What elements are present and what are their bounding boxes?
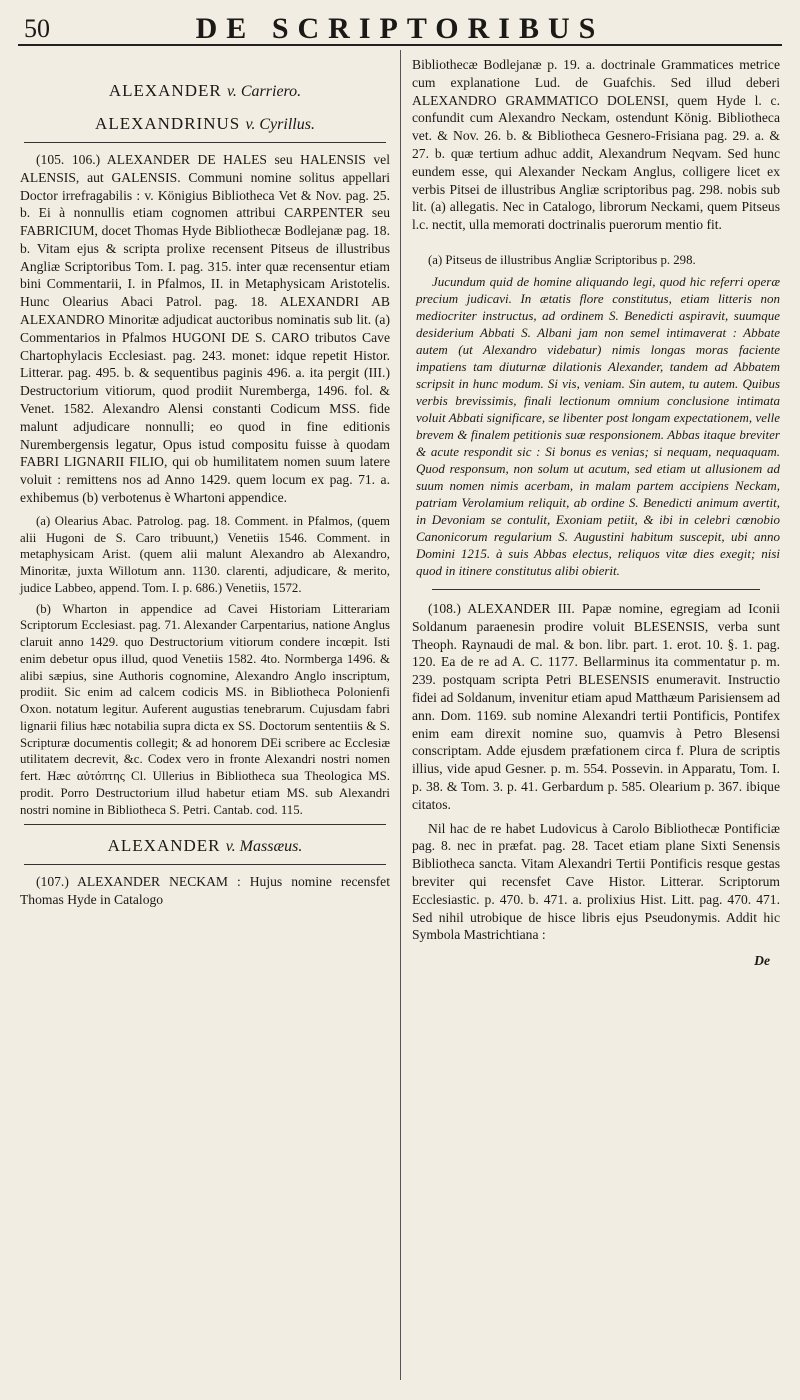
right-column	[412, 56, 780, 970]
section-rule	[432, 589, 760, 590]
column-divider	[400, 50, 401, 1380]
header-rule	[18, 44, 782, 46]
heading-crossref: v. Massæus.	[225, 838, 303, 856]
entry-108: (108.) ALEXANDER III. Papæ nomine, egregiam ad Iconii Soldanum paraenesin prodire voluit BLESENSIS, verba sunt Theoph. Raynaudi de mal. & bon. libr. part. 1. erot. 10. §. 1. pag. 120. Ea de re ad A. C. 1177. Bellarminus ita commentatur p. m. 239. postquam scripta Petri BLESENSIS enumeravit. Instructio fidei ad Soldanum, invenitur etiam apud Matthæum Parisiensem ad ann. Dom. 1169. sub nomine Alexandri tertii Pontificis, Pontifex enim eam direxit nomine suo, quamvis à Petro Blesensi conscriptam. Adde ejusdem præfationem circa f. Plura de scriptis illius, vide apud Gesner. p. m. 554. Possevin. in Apparatu, Tom. I. p. 38. & Tom. 3. p. 41. Gerbardum p. 585. Olearium p. 367. ibique citatos.	[412, 601, 780, 812]
heading-name: ALEXANDER	[108, 81, 222, 100]
entry-107: (107.) ALEXANDER NECKAM : Hujus nomine recensfet Thomas Hyde in Catalogo	[20, 874, 390, 908]
entry-heading	[20, 835, 390, 858]
left-column	[20, 56, 390, 915]
heading-name: ALEXANDER	[107, 836, 221, 856]
heading-crossref: v. Cyrillus.	[245, 115, 315, 133]
running-title: DE SCRIPTORIBUS	[195, 12, 605, 45]
section-rule	[24, 864, 386, 865]
entry-105-106: (105. 106.) ALEXANDER DE HALES seu HALENSIS vel ALENSIS, aut GALENSIS. Communi nomine solitus appellari Doctor irrefragabilis : v. Königius Bibliotheca Vet & Nov. pag. 25. b. Ei à nonnullis etiam cognomen attribui CARPENTER seu FABRICIUM, docet Thomas Hyde Bibliothecæ Bodlejanæ pag. 18. b. Vitam ejus & scripta prolixe recensent Pitseus de illustribus Angliæ Scriptoribus Tom. I. pag. 315. inter quæ recensentur etiam bini Commentarii, I. in Pfalmos, II. in Metaphysicam Aristotelis. Hunc Olearius Abaci Patrol. pag. 18. ALEXANDRI AB ALEXANDRO Minoritæ adjudicat auctoribus nominatis sub lit. (a) Commentarios in Pfalmos HUGONI DE S. CARO tributos Cave Chartophylacis Ecclesiast. pag. 243. monet: idque repetit Histor. Litterar. pag. 495. b. & sequentibus paginis 496. a. ita pergit (III.) Destructorium vitiorum, quod prodiit Nuremberga, 1496. fol. & Venet. 1582. Alexandro Alensi constanti Codicum MSS. fide malunt adjudicare nonnulli; eo quod in fine editionis Nurembergensis legatur, Opus istud compositu fuisse à quodam FABRI LIGNARII FILIO, qui ob humilitatem nomen suum latere voluit : remittens nos ad Anno 1429. quem locum ex pag. 71. a. exhibemus (b) verbotenus è Whartoni appendice.	[20, 151, 390, 506]
page-header	[18, 10, 782, 46]
page-number: 50	[24, 14, 50, 43]
footnote-b: (b) Wharton in appendice ad Cavei Historiam Litterariam Scriptorum Ecclesiast. pag. 71. Alexander Carpentarius, natione Anglus claruit anno 1429. quo Destructorium vitiorum condere incœpit. Isti enim debetur opus illud, quod Venetiis 1582. 4to. Normberga 1496. & alibi sæpius, sine Authoris cognomine, Alexandro Anglo inscriptum, prodiit. Sic enim ad calcem codicis MS. in Bibliotheca Polonienfi Oxon. notatum legitur. Auferent augustias tenebrarum. Cujusdam fabri lignarii filius hæc notabilia supra dicta ex SS. Doctorum sententiis & S. Scripturæ documentis collegit; & ad honorem DEi scribere ac Ecclesiæ utilitatem decrevit, &c. Codex vero in fronte Alexandri nostri nomen fert. Hæc αὐτόπτης Cl. Ullerius in Bibliotheca sua Theologica MS. prodit. Porro Destructorium illud habetur etiam MS. sub Alexandri nostri nomine in Bibliotheca S. Petri. Cantab. cod. 115.	[20, 601, 390, 817]
entry-108-continued: Nil hac de re habet Ludovicus à Carolo Bibliothecæ Pontificiæ pag. 8. nec in præfat. pag. 28. Tacet etiam plane Sixti Senensis Bibliotheca sancta. Vitam Alexandri Tertii Pontificis resque gestas breviter qui recensfet Cave Histor. Litterar. Scriptorum Ecclesiastic. p. 470. b. 471. a. prolixius Hist. Litt. pag. 470. 471. Sed nihil utrobique de hisce libris ejus Pseudonymis. Addit hic Symbola Mastrichtiana :	[412, 820, 780, 943]
footnote-a: (a) Olearius Abac. Patrolog. pag. 18. Comment. in Pfalmos, (quem alii Hugoni de S. Caro tribuunt,) Venetiis 1546. Comment. in metaphysicam Arist. (quem alii malunt Alexandro ab Alexandro, Minoritæ, juxta Willotum ann. 1130. clarenti, adjudicare, & merito, judice Labbeo, append. Tom. I. p. 686.) Venetiis, 1572.	[20, 513, 390, 595]
section-rule	[24, 824, 386, 825]
entry-107-continued: Bibliothecæ Bodlejanæ p. 19. a. doctrinale Grammatices metrice cum explanatione Lud. de Guafchis. Sed illud deberi ALEXANDRO GRAMMATICO DOLENSI, quem Hyde l. c. confundit cum Alexandro Neckam, ostendunt König. Bibliotheca vet. & Nov. 26. b. & Bibliotheca Gesnero-Frisiana pag. 29. a. & 27. b. quæ tertium adhuc addit, Alexandrum Neqvam. Sed hunc eundem esse, qui Alexander Neckam Anglus, colligere licet ex verbis Pitsei de illustribus Angliæ scriptoribus pag. 298. nobis sub lit. (a) allegatis. Nec in Catalogo, librorum Neckami, quem Pitseus l.c. nectit, ulla memorati doctrinalis puerorum mentio fit.	[412, 57, 780, 233]
catchword: De	[754, 953, 770, 969]
footnote-a-intro: (a) Pitseus de illustribus Angliæ Scriptoribus p. 298.	[428, 252, 696, 267]
entry-heading	[20, 113, 390, 136]
entry-heading	[20, 80, 390, 103]
heading-crossref: v. Carriero.	[226, 83, 302, 100]
heading-name: ALEXANDRINUS	[95, 113, 241, 133]
section-rule	[24, 142, 386, 143]
footnote-a-quote: Jucundum quid de homine aliquando legi, quod hic referri operæ precium judicavi. In ætatis flore constitutus, etiam litteris non mediocriter instructus, ad ordinem S. Benedicti aspiravit, suumque desiderium Abbati S. Albani jam non semel intimaverat : Abbate autem (ut Alexandro videbatur) nimis longas moras faciente impatiens tam diuturnæ dilationis Alexander, tandem ad Abbatem scripsit in hunc modum. Si vis, veniam. Sin autem, tu autem. Quibus verbis brevissimis, finali lectionum omnium conclusione intimata voluit Abbati significare, se libenter post longam expectationem, velle brevem & finalem petitionis suæ responsionem. Abbas itaque breviter & acute respondit sic : Si bonus es venias; si nequam, nequaquam. Quod responsum, non solum ut acutum, sed etiam ut allusionem ad suum nomen nimis acerbam, in malam partem accipiens Neckam, patriam Verolamium reliquit, ab ordine S. Benedicti animum avertit, in Devoniam se contulit, Exoniam petiit, & ibi in celebri cœnobio Canonicorum regularium S. Augustini habitum suscepit, ubi anno Domini 1215. à suis Abbas electus, reliquos vitæ dies exegit; nisi quod in itinere constitutus alibi obierit.	[416, 273, 780, 578]
